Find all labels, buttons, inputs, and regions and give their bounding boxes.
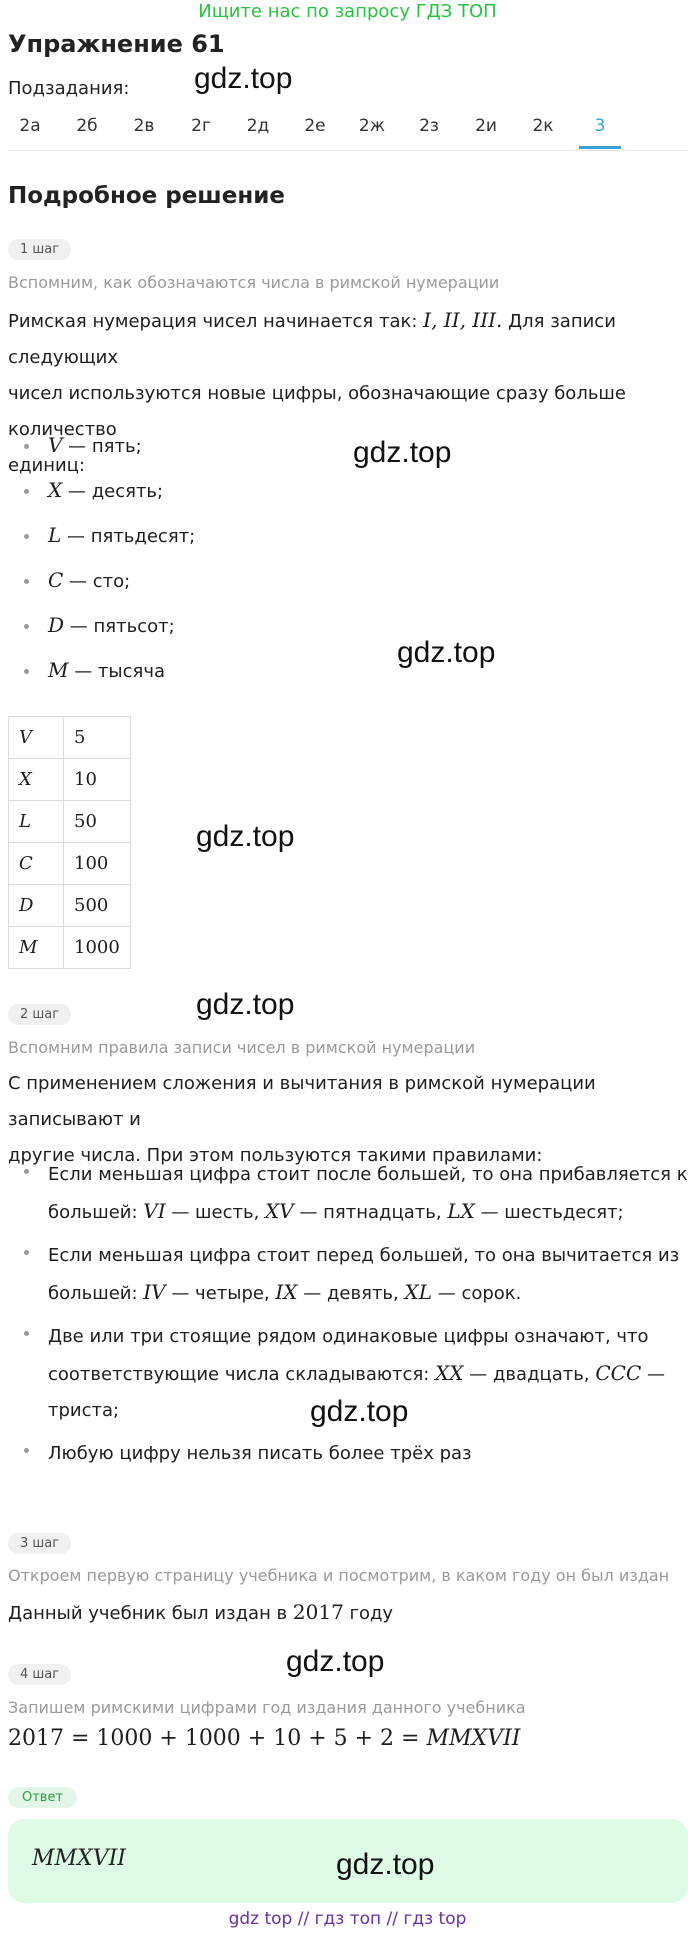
answer-badge: Ответ [8,1787,77,1808]
list-item: V — пять; [8,432,688,477]
tab-2b[interactable]: 2б [76,116,98,136]
table-row: V 5 [9,717,131,759]
tab-2v[interactable]: 2в [133,116,155,136]
tab-2g[interactable]: 2г [191,116,211,136]
step-badge: 3 шаг [8,1533,71,1554]
watermark: gdz.top [310,1395,409,1428]
step-hint: Откроем первую страницу учебника и посмотрим, в каком году он был издан [8,1566,670,1585]
roman-values-table [8,716,131,969]
table-row: C 100 [9,843,131,885]
table-row: X 10 [9,759,131,801]
tab-2zh[interactable]: 2ж [358,116,386,136]
step-paragraph: С применением сложения и вычитания в римской нумерации записывают и другие числа. При этом пользуются такими правилами: [8,1073,596,1166]
list-item: M — тысяча [8,657,688,702]
step-badge: 1 шаг [8,239,71,260]
page-title: Упражнение 61 [8,30,225,58]
tab-2e[interactable]: 2е [304,116,326,136]
step-hint: Запишем римскими цифрами год издания данного учебника [8,1698,526,1717]
table-row: M 1000 [9,927,131,969]
tab-2k[interactable]: 2к [532,116,554,136]
step-badge: 4 шаг [8,1664,71,1685]
list-item: C — сто; [8,567,688,612]
watermark: gdz.top [336,1848,435,1881]
watermark: gdz.top [196,820,295,853]
tab-2d[interactable]: 2д [246,116,270,136]
list-item: X — десять; [8,477,688,522]
step-hint: Вспомним правила записи чисел в римской нумерации [8,1038,476,1057]
watermark: gdz.top [286,1645,385,1678]
list-item: Любую цифру нельзя писать более трёх раз [8,1436,688,1472]
step-paragraph: Римская нумерация чисел начинается так: I, II, III. Для записи следующих чисел используются новые цифры, обозначающие сразу больше количество единиц: [8,308,626,476]
equation: 2017 = 1000 + 1000 + 10 + 5 + 2 = MMXVII [8,1726,521,1751]
tab-2i[interactable]: 2и [475,116,497,136]
list-item: Если меньшая цифра стоит после большей, то она прибавляется к большей: VI — шесть, XV — пятнадцать, LX — шестьдесят; [8,1157,688,1238]
list-item: L — пятьдесят; [8,522,688,567]
roman-symbol-list [8,432,688,702]
subtasks-label: Подзадания: [8,78,130,99]
watermark: gdz.top [194,62,293,95]
active-tab-underline [579,146,621,149]
watermark: gdz.top [353,436,452,469]
watermark: gdz.top [196,988,295,1021]
solution-heading: Подробное решение [8,183,285,209]
table-row: L 50 [9,801,131,843]
list-item: D — пятьсот; [8,612,688,657]
step-hint: Вспомним, как обозначаются числа в римской нумерации [8,273,500,292]
promo-banner[interactable]: Ищите нас по запросу ГДЗ ТОП [198,1,497,22]
tab-3[interactable]: 3 [594,116,606,136]
table-row: D 500 [9,885,131,927]
step-badge: 2 шаг [8,1004,71,1025]
list-item: Если меньшая цифра стоит перед большей, то она вычитается из большей: IV — четыре, IX — девять, XL — сорок. [8,1238,688,1319]
answer-value: MMXVII [32,1846,126,1871]
tab-2z[interactable]: 2з [419,116,439,136]
subtask-tabs [8,110,688,151]
step-paragraph: Данный учебник был издан в 2017 году [8,1600,394,1624]
tab-2a[interactable]: 2а [19,116,41,136]
footer-links[interactable]: gdz top // гдз топ // гдз top [228,1909,467,1929]
list-item: Две или три стоящие рядом одинаковые цифры означают, что соответствующие числа складываются: XX — двадцать, CCC — триста; [8,1319,688,1436]
watermark: gdz.top [397,636,496,669]
